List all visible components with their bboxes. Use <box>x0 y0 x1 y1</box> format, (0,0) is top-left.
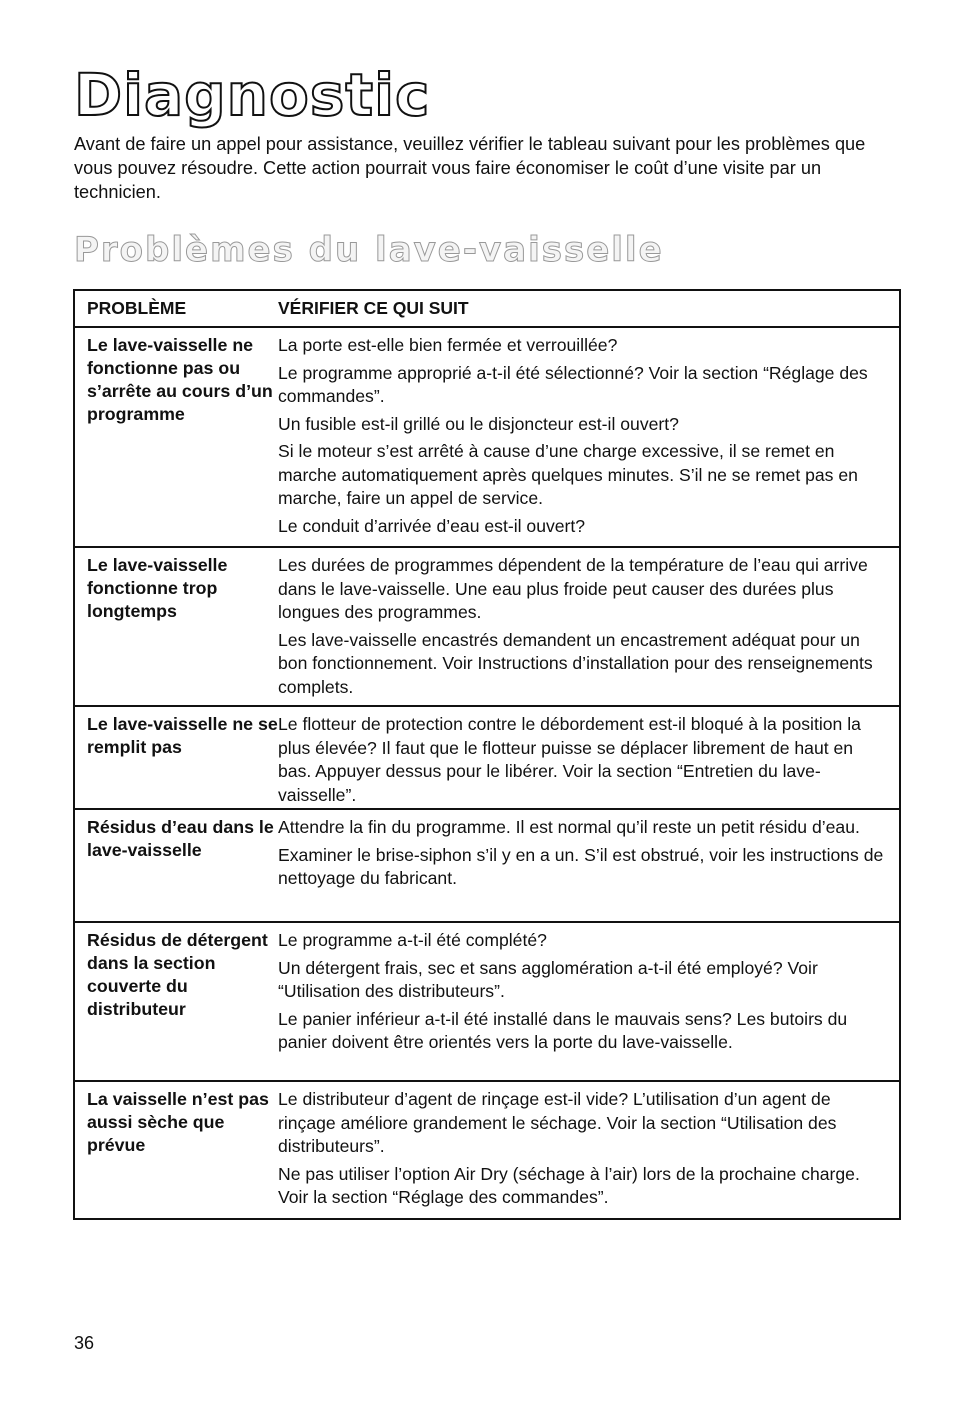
check-item: Le programme approprié a-t-il été sélectionné? Voir la section “Réglage des commandes”. <box>278 362 868 406</box>
header-check: VÉRIFIER CE QUI SUIT <box>278 298 469 318</box>
intro-paragraph: Avant de faire un appel pour assistance, veuillez vérifier le tableau suivant pour les problèmes que vous pouvez résoudre. Cette action pourrait vous faire économiser le coût d’une visite par un technicien. <box>74 134 866 202</box>
checks-cell <box>278 929 899 1074</box>
table-row <box>75 1080 899 1218</box>
check-item: Le conduit d’arrivée d’eau est-il ouvert? <box>278 515 586 536</box>
check-item: Les lave-vaisselle encastrés demandent un encastrement adéquat pour un bon fonctionnement. Voir Instructions d’installation pour des renseignements complets. <box>278 629 873 697</box>
check-item: Le programme a-t-il été complété? <box>278 930 547 950</box>
check-item: La porte est-elle bien fermée et verrouillée? <box>278 335 618 355</box>
problem-cell: Résidus de détergent dans la section couverte du distributeur <box>87 930 268 1019</box>
checks-cell <box>278 713 899 805</box>
table-row <box>75 808 899 921</box>
table-row <box>75 921 899 1080</box>
section-subtitle: Problèmes du lave-vaisselle <box>74 230 664 270</box>
problem-cell: Résidus d’eau dans le lave-vaisselle <box>87 817 274 860</box>
table-row <box>75 546 899 705</box>
check-item: Si le moteur s’est arrêté à cause d’une charge excessive, il se remet en marche automatiquement après quelques minutes. S’il ne se remet pas en marche, faire un appel de service. <box>278 441 858 508</box>
problem-cell: Le lave-vaisselle fonctionne trop longtemps <box>87 555 228 621</box>
problem-cell: La vaisselle n’est pas aussi sèche que prévue <box>87 1089 269 1155</box>
check-item: Examiner le brise-siphon s’il y en a un. S’il est obstrué, voir les instructions de nettoyage du fabricant. <box>278 844 884 888</box>
page-number: 36 <box>74 1333 95 1353</box>
problem-cell: Le lave-vaisselle ne fonctionne pas ou s’arrête au cours d’un programme <box>87 335 273 424</box>
troubleshooting-table <box>73 289 901 1220</box>
checks-cell <box>278 1088 899 1212</box>
check-item: Attendre la fin du programme. Il est normal qu’il reste un petit résidu d’eau. <box>278 817 860 837</box>
check-item: Les durées de programmes dépendent de la température de l’eau qui arrive dans le lave-vaisselle. Une eau plus froide peut causer des durées plus longues des programmes. <box>278 555 868 622</box>
page-title: Diagnostic <box>74 61 431 129</box>
table-header <box>75 291 899 328</box>
table-row <box>75 328 899 546</box>
checks-cell <box>278 554 899 699</box>
check-item: Ne pas utiliser l’option Air Dry (séchage à l’air) lors de la prochaine charge. Voir la section “Réglage des commandes”. <box>278 1163 860 1207</box>
table-row <box>75 705 899 808</box>
check-item: Un fusible est-il grillé ou le disjoncteur est-il ouvert? <box>278 413 679 434</box>
check-item: Le distributeur d’agent de rinçage est-il vide? L’utilisation d’un agent de rinçage améliore grandement le séchage. Voir la section “Utilisation des distributeurs”. <box>278 1089 837 1156</box>
checks-cell <box>278 816 899 915</box>
check-item: Le panier inférieur a-t-il été installé dans le mauvais sens? Les butoirs du panier doivent être orientés vers la porte du lave-vaisselle. <box>278 1008 848 1052</box>
check-item: Un détergent frais, sec et sans agglomération a-t-il été employé? Voir “Utilisation des distributeurs”. <box>278 957 818 1001</box>
problem-cell: Le lave-vaisselle ne se remplit pas <box>87 714 278 757</box>
header-problem: PROBLÈME <box>87 298 187 318</box>
check-item: Le flotteur de protection contre le débordement est-il bloqué à la position la plus élevée? Il faut que le flotteur puisse se déplacer librement de haut en bas. Appuyer dessus pour le libérer. Voir la section “Entretien du lave-vaisselle”. <box>278 714 861 805</box>
checks-cell <box>278 334 899 540</box>
